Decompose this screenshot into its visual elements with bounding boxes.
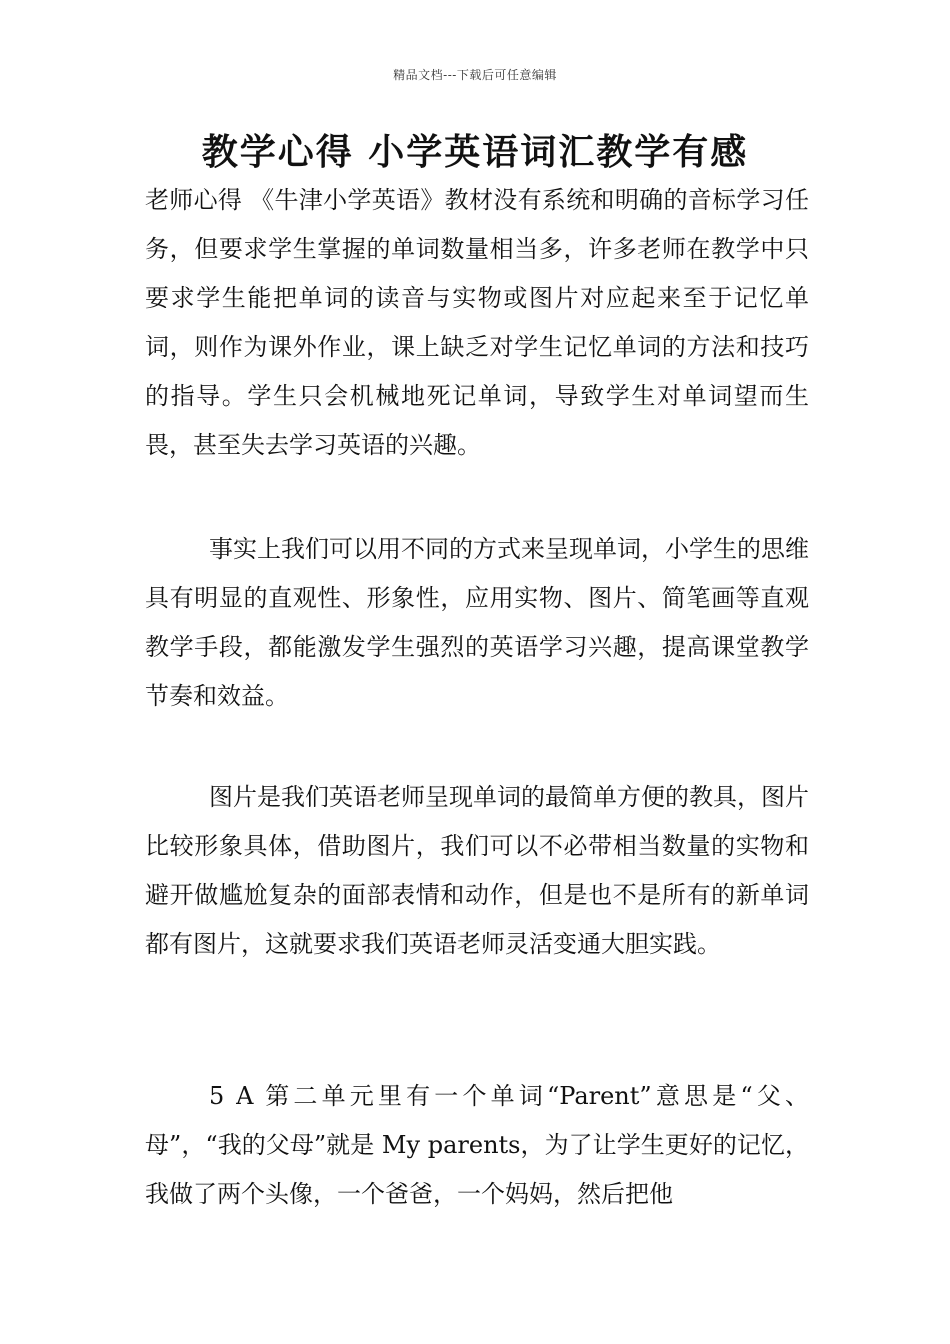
paragraph-1 [145, 176, 809, 470]
paragraph-text: 事实上我们可以用不同的方式来呈现单词，小学生的思维具有明显的直观性、形象性，应用实物、图片、简笔画等直观教学手段，都能激发学生强烈的英语学习兴趣，提高课堂教学节奏和效益。 [145, 535, 809, 710]
paragraph-text: 图片是我们英语老师呈现单词的最简单方便的教具，图片比较形象具体，借助图片，我们可以不必带相当数量的实物和避开做尴尬复杂的面部表情和动作，但是也不是所有的新单词都有图片，这就要求我们英语老师灵活变通大胆实践。 [145, 783, 809, 958]
paragraph-2 [145, 525, 809, 721]
paragraph-text: 5 A 第二单元里有一个单词“Parent”意思是“父、母”，“我的父母”就是 My parents，为了让学生更好的记忆，我做了两个头像，一个爸爸，一个妈妈，然后把他 [145, 1082, 809, 1208]
document-title: 教学心得 小学英语词汇教学有感 [201, 131, 749, 173]
paragraph-4 [145, 1072, 809, 1219]
page-header: 精品文档---下载后可任意编辑 [393, 68, 557, 82]
paragraph-3 [145, 773, 809, 969]
paragraph-text: 老师心得 《牛津小学英语》教材没有系统和明确的音标学习任务，但要求学生掌握的单词数量相当多，许多老师在教学中只要求学生能把单词的读音与实物或图片对应起来至于记忆单词，则作为课外作业，课上缺乏对学生记忆单词的方法和技巧的指导。学生只会机械地死记单词，导致学生对单词望而生畏，甚至失去学习英语的兴趣。 [145, 186, 809, 459]
